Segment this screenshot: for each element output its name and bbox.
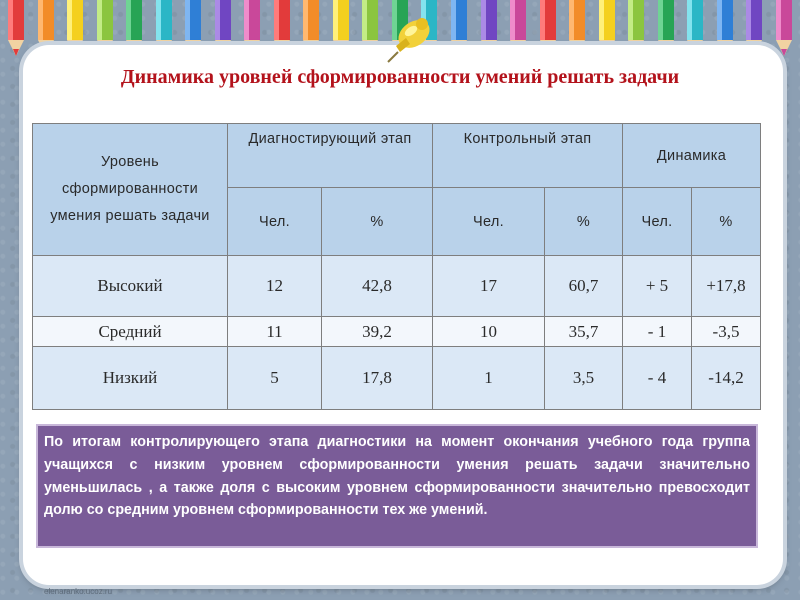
pushpin-icon <box>384 12 436 64</box>
table-cell: 60,7 <box>545 256 623 317</box>
subheader-count: Чел. <box>433 188 545 256</box>
table-cell: 11 <box>228 317 322 347</box>
pencil-icon <box>4 0 28 58</box>
header-control-stage: Контрольный этап <box>433 124 623 188</box>
subheader-percent: % <box>322 188 433 256</box>
row-level-label: Низкий <box>33 347 228 410</box>
conclusion-note: По итогам контролирующего этапа диагностики на момент окончания учебного года группа учащихся с низким уровнем сформированности умения решать задачи значительно уменьшилась , а также доля с высоким уровнем сформированности значительно превосходит долю со средним уровнем сформированности тех же умений. <box>36 424 758 548</box>
table-cell: 12 <box>228 256 322 317</box>
subheader-percent: % <box>692 188 761 256</box>
table-row <box>33 317 761 347</box>
table-cell: +17,8 <box>692 256 761 317</box>
subheader-percent: % <box>545 188 623 256</box>
table-cell: 10 <box>433 317 545 347</box>
watermark-text: elenaranko.ucoz.ru <box>44 587 113 596</box>
subheader-count: Чел. <box>623 188 692 256</box>
pencil-icon <box>772 0 796 58</box>
subheader-count: Чел. <box>228 188 322 256</box>
table-cell: 42,8 <box>322 256 433 317</box>
page-title: Динамика уровней сформированности умений решать задачи <box>120 66 680 88</box>
table-row <box>33 256 761 317</box>
table-cell: - 4 <box>623 347 692 410</box>
table-cell: -3,5 <box>692 317 761 347</box>
table-cell: 17,8 <box>322 347 433 410</box>
table-cell: 3,5 <box>545 347 623 410</box>
table-cell: 17 <box>433 256 545 317</box>
row-level-label: Средний <box>33 317 228 347</box>
table-row <box>33 347 761 410</box>
table-cell: 5 <box>228 347 322 410</box>
table-cell: 1 <box>433 347 545 410</box>
table-cell: 39,2 <box>322 317 433 347</box>
header-level: Уровень сформированности умения решать задачи <box>33 124 228 256</box>
table-cell: + 5 <box>623 256 692 317</box>
header-diagnostic-stage: Диагностирующий этап <box>228 124 433 188</box>
table-cell: 35,7 <box>545 317 623 347</box>
results-table <box>32 123 761 410</box>
row-level-label: Высокий <box>33 256 228 317</box>
table-cell: - 1 <box>623 317 692 347</box>
header-dynamics: Динамика <box>623 124 761 188</box>
table-cell: -14,2 <box>692 347 761 410</box>
